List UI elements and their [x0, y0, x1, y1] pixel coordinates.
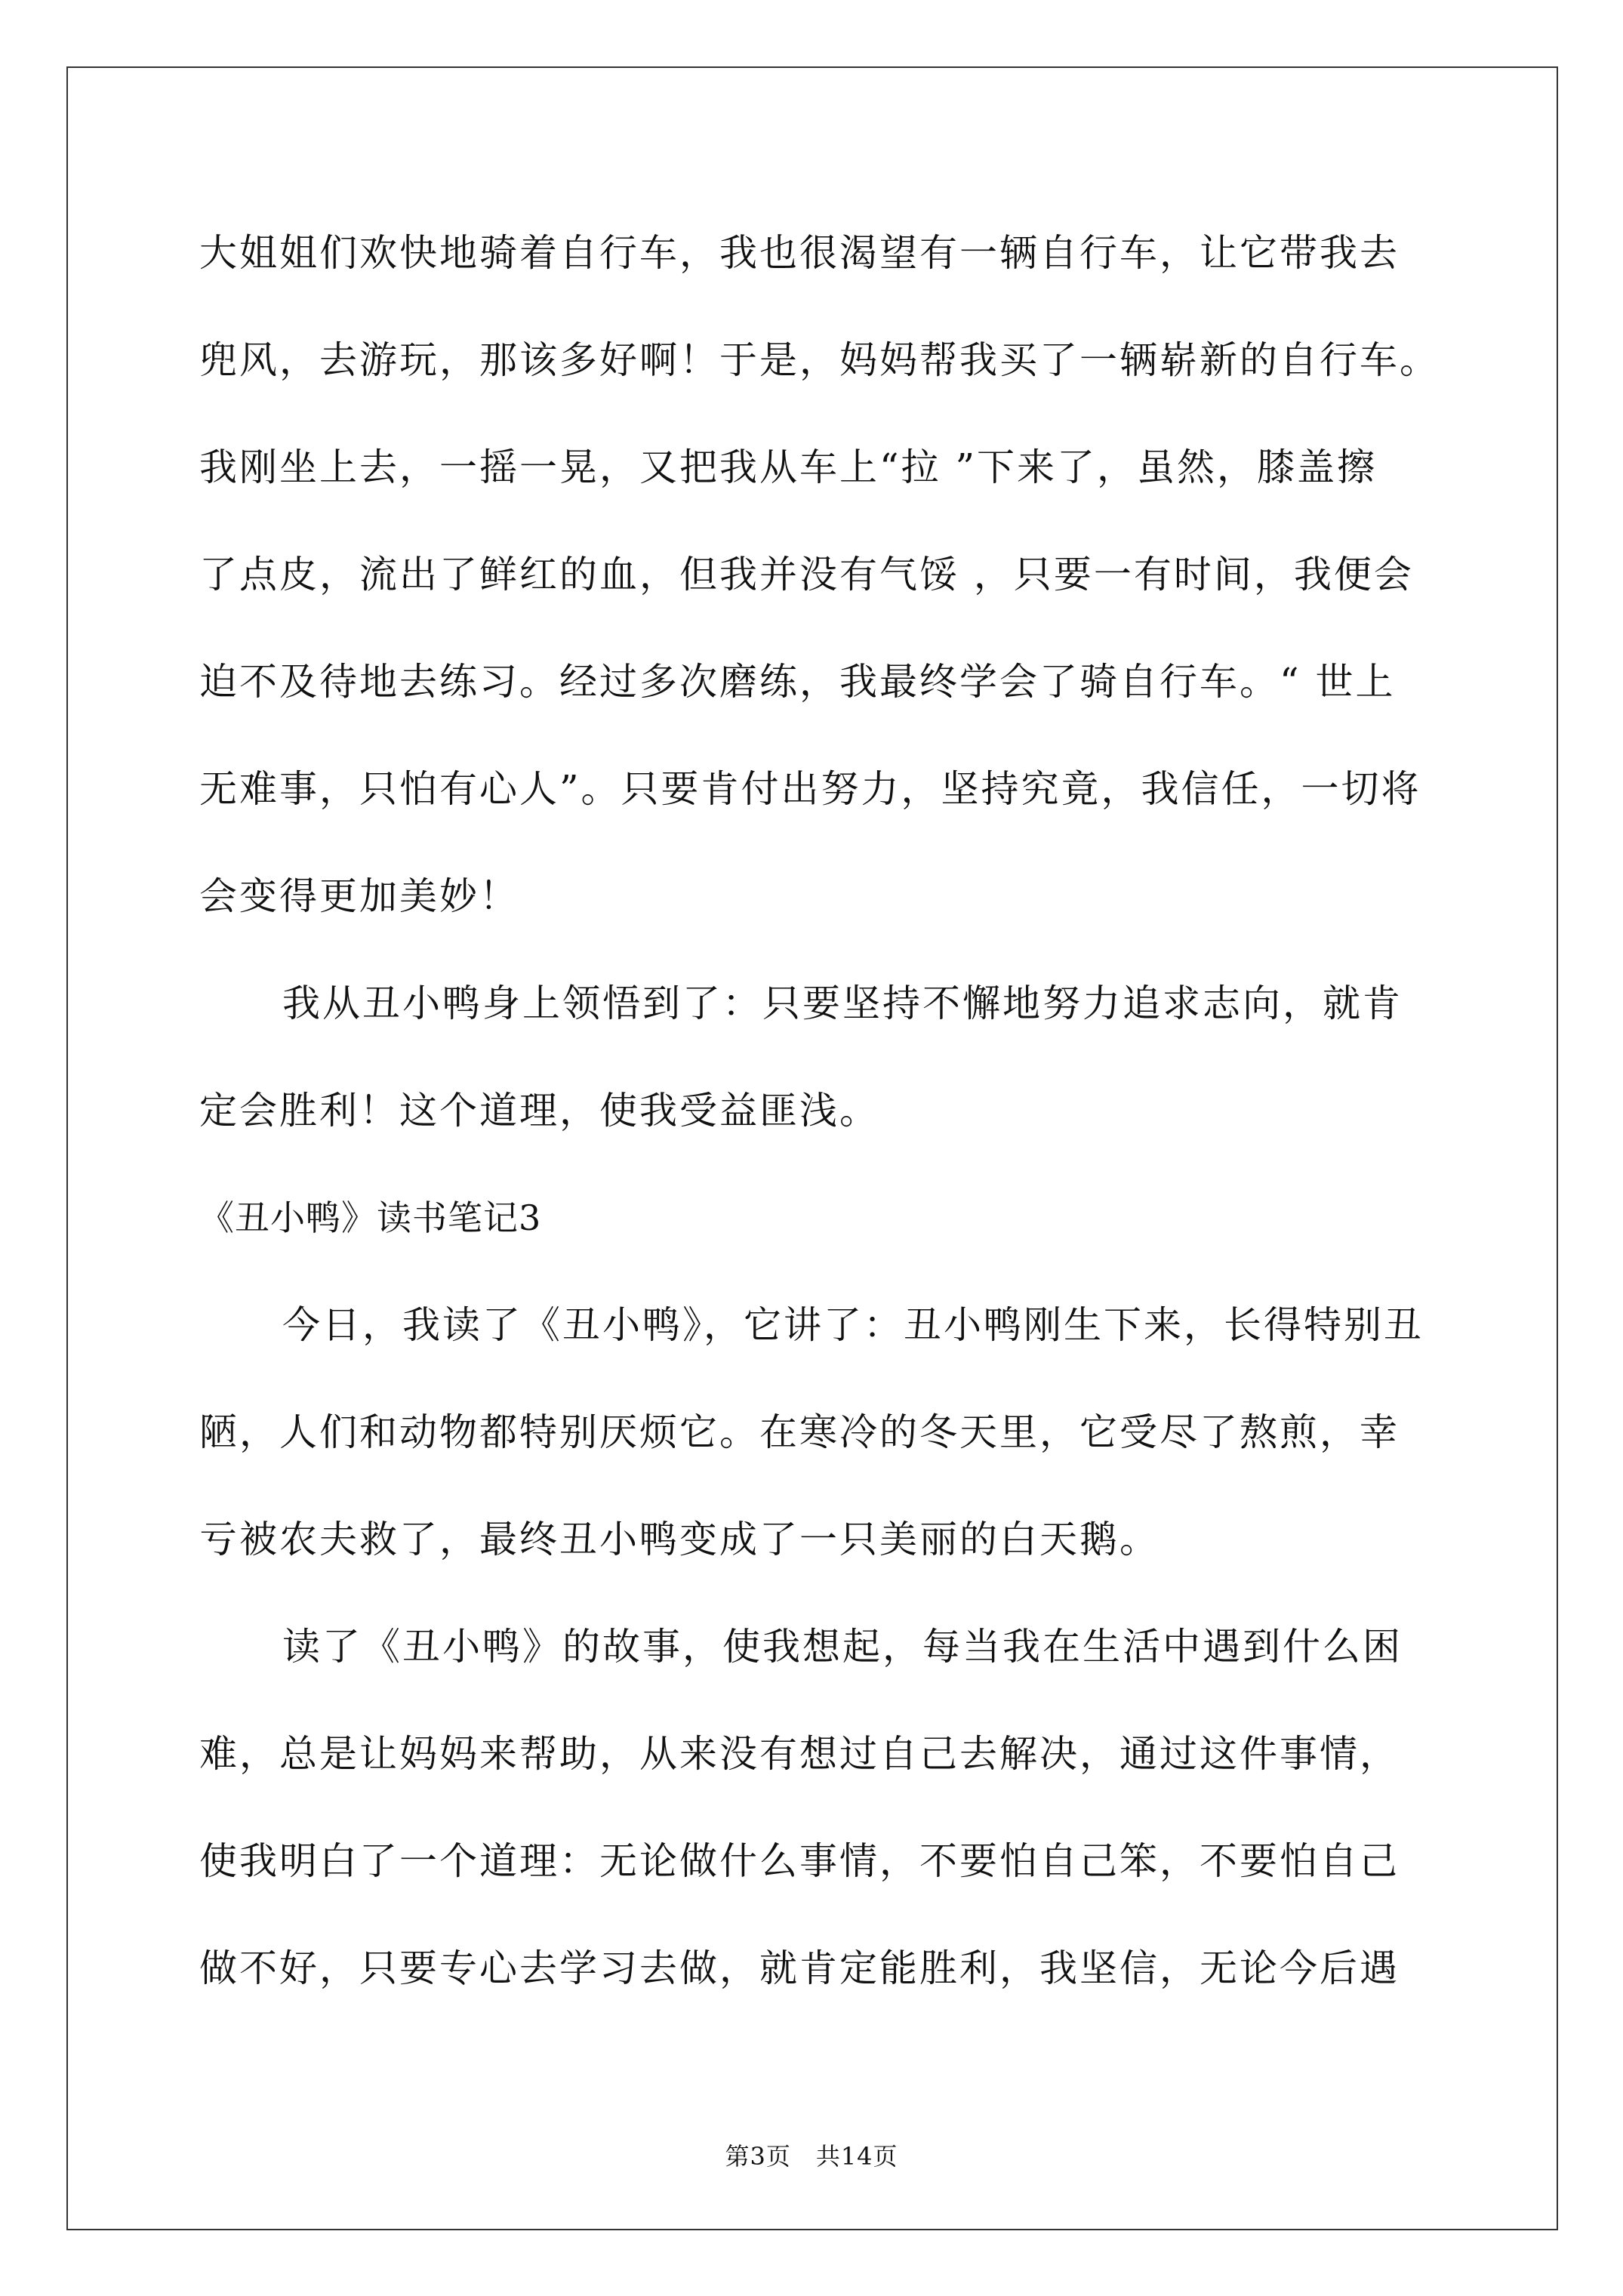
- text-line: 亏被农夫救了，最终丑小鸭变成了一只美丽的白天鹅。: [199, 1518, 1160, 1561]
- text-line: 使我明白了一个道理：无论做什么事情，不要怕自己笨，不要怕自己: [199, 1839, 1400, 1883]
- text-line: 迫不及待地去练习。经过多次磨练，我最终学会了骑自行车。“ 世上: [199, 660, 1396, 704]
- paragraph-first-line: 今日，我读了《丑小鸭》，它讲了：丑小鸭刚生下来，长得特别丑: [282, 1303, 1424, 1347]
- text-line: 做不好，只要专心去学习去做，就肯定能胜利，我坚信，无论今后遇: [199, 1946, 1400, 1990]
- page-number-footer: 第3页 共14页: [725, 2142, 898, 2171]
- text-line: 陋，人们和动物都特别厌烦它。在寒冷的冬天里，它受尽了熬煎，幸: [199, 1410, 1400, 1454]
- paragraph-first-line: 读了《丑小鸭》的故事，使我想起，每当我在生活中遇到什么困: [282, 1625, 1403, 1669]
- text-line: 大姐姐们欢快地骑着自行车，我也很渴望有一辆自行车，让它带我去: [199, 231, 1400, 275]
- text-line: 无难事，只怕有心人”。只要肯付出努力，坚持究竟，我信任，一切将: [199, 767, 1421, 811]
- text-line: 了点皮，流出了鲜红的血，但我并没有气馁 ，只要一有时间，我便会: [199, 553, 1414, 596]
- text-line: 难，总是让妈妈来帮助，从来没有想过自己去解决，通过这件事情，: [199, 1732, 1400, 1776]
- paragraph-first-line: 我从丑小鸭身上领悟到了：只要坚持不懈地努力追求志向，就肯: [282, 982, 1403, 1025]
- text-line: 我刚坐上去，一摇一晃，又把我从车上“拉 ”下来了，虽然，膝盖擦: [199, 445, 1378, 489]
- text-line: 会变得更加美妙！: [199, 874, 519, 918]
- text-line: 定会胜利！这个道理，使我受益匪浅。: [199, 1089, 879, 1133]
- section-heading: 《丑小鸭》读书笔记3: [199, 1197, 542, 1238]
- text-line: 兜风，去游玩，那该多好啊！于是，妈妈帮我买了一辆崭新的自行车。: [199, 338, 1440, 382]
